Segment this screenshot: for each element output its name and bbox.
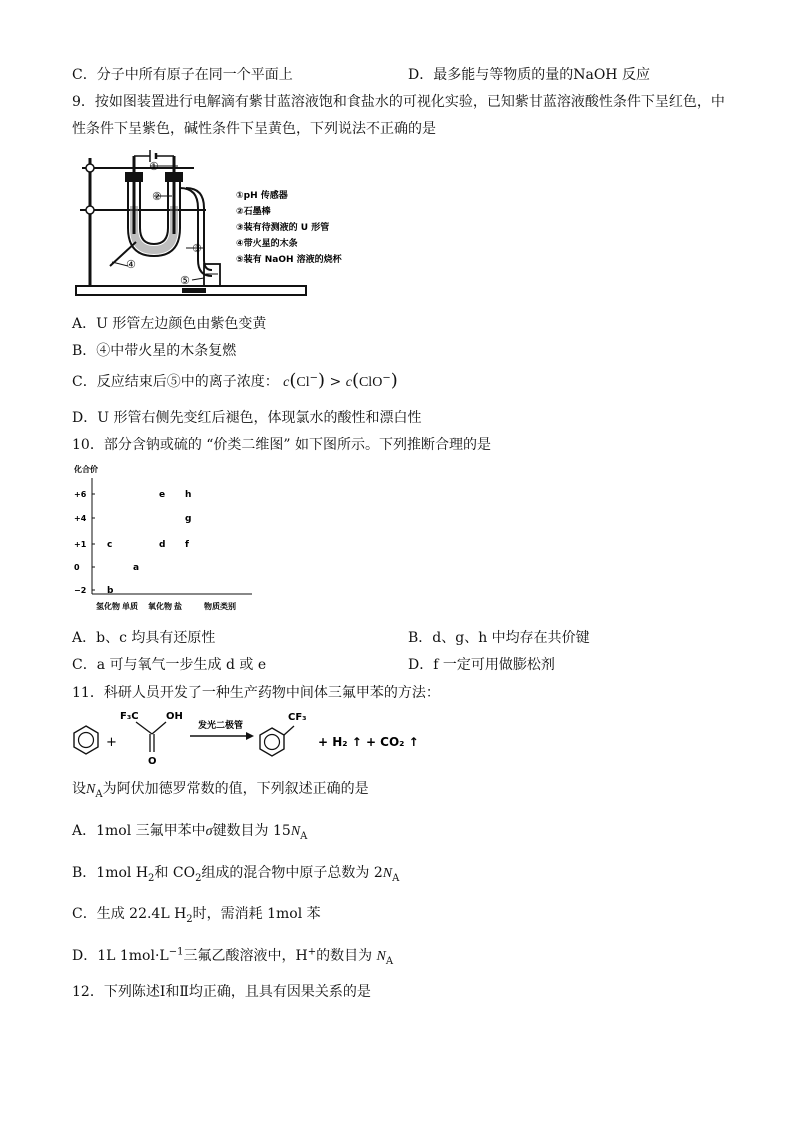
- legend-item-3: ③装有待测液的 U 形管: [236, 223, 330, 233]
- reaction-scheme: [72, 706, 419, 768]
- q9-stem-line1: 9．按如图装置进行电解滴有紫甘蓝溶液饱和食盐水的可视化实验，已知紫甘蓝溶液酸性条件下呈红色，中: [72, 94, 725, 110]
- chart-xlabel: 物质类别: [204, 602, 236, 611]
- valence-class-chart: [72, 462, 262, 614]
- electrolysis-apparatus-figure: [72, 148, 372, 300]
- q9-stem-line2: 性条件下呈紫色，碱性条件下呈黄色，下列说法不正确的是: [72, 121, 436, 137]
- y-tick-label: 0: [74, 563, 80, 572]
- x-tick-label: 单质: [122, 602, 138, 611]
- legend-item-4: ④带火星的木条: [236, 239, 298, 249]
- q10-option-a: A．b、c 均具有还原性: [72, 630, 216, 646]
- q11-stem: 11．科研人员开发了一种生产药物中间体三氟甲苯的方法：: [72, 685, 440, 701]
- q11-option-b: B．1mol $H_2$和 $CO_2$组成的混合物中原子总数为 $2N_A$: [72, 865, 400, 884]
- chart-point-e: e: [159, 490, 166, 500]
- q9-option-c: C．反应结束后⑤中的离子浓度： c(Cl−) > c(ClO−): [72, 370, 398, 391]
- x-tick-label: 盐: [174, 602, 182, 611]
- y-tick-label: +1: [74, 540, 87, 549]
- chart-ylabel: 化合价: [74, 465, 98, 474]
- svg-text:OH: OH: [166, 711, 183, 722]
- trifluoroacetic-acid-structure: [120, 711, 183, 767]
- chart-point-c: c: [107, 540, 113, 550]
- chart-point-g: g: [185, 514, 192, 524]
- svg-text:F₃C: F₃C: [120, 711, 139, 722]
- chart-point-f: f: [185, 540, 189, 550]
- q11-option-c: C．生成 22.4L $H_2$时，需消耗 1mol 苯: [72, 906, 321, 925]
- chart-point-b: b: [107, 586, 114, 596]
- byproducts: + H₂ ↑ + CO₂ ↑: [318, 735, 419, 749]
- q8-option-d: D．最多能与等物质的量的NaOH 反应: [408, 67, 650, 83]
- svg-text:O: O: [148, 756, 157, 767]
- q10-stem: 10．部分含钠或硫的 “价类二维图” 如下图所示。下列推断合理的是: [72, 437, 492, 453]
- chart-point-h: h: [185, 490, 192, 500]
- legend-item-1: ①pH 传感器: [236, 191, 288, 201]
- legend-item-5: ⑤装有 NaOH 溶液的烧杯: [236, 255, 342, 265]
- q11-option-d: D．1L $1mol\cdot L^{-1}$三氟乙酸溶液中，H+的数目为 $N_A$: [72, 946, 394, 967]
- q9-option-a: A．U 形管左边颜色由紫色变黄: [72, 316, 267, 332]
- arrow-condition: 发光二极管: [198, 721, 244, 731]
- benzene-structure: [74, 726, 98, 754]
- reaction-plus: +: [106, 735, 117, 750]
- marker-3: ③: [192, 242, 202, 255]
- q10-option-b: B．d、g、h 中均存在共价键: [408, 630, 590, 646]
- marker-1: ①: [149, 160, 159, 173]
- chart-point-d: d: [159, 540, 166, 550]
- chart-point-a: a: [133, 563, 140, 573]
- marker-4: ④: [126, 258, 136, 271]
- y-tick-label: −2: [74, 586, 87, 595]
- svg-text:CF₃: CF₃: [288, 712, 307, 723]
- q12-stem: 12．下列陈述Ⅰ和Ⅱ均正确，且具有因果关系的是: [72, 984, 371, 1000]
- q10-option-d: D．f 一定可用做膨松剂: [408, 657, 555, 673]
- q8-option-c: C．分子中所有原子在同一个平面上: [72, 67, 293, 83]
- legend-item-2: ②石墨棒: [236, 207, 271, 217]
- marker-5: ⑤: [180, 274, 190, 287]
- q11-option-a: A．1mol 三氟甲苯中σ键数目为 $15N_A$: [72, 823, 308, 842]
- marker-2: ②: [152, 190, 162, 203]
- x-tick-label: 氢化物: [96, 602, 120, 611]
- x-tick-label: 氧化物: [148, 602, 172, 611]
- y-tick-label: +6: [74, 490, 87, 499]
- y-tick-label: +4: [74, 514, 87, 523]
- q9-option-b: B．④中带火星的木条复燃: [72, 343, 237, 359]
- q10-option-c: C．a 可与氧气一步生成 d 或 e: [72, 657, 267, 673]
- trifluorotoluene-structure: [260, 712, 307, 756]
- q11-intro: 设$N_A$为阿伏加德罗常数的值，下列叙述正确的是: [72, 781, 369, 800]
- q9-option-d: D．U 形管右侧先变红后褪色，体现氯水的酸性和漂白性: [72, 410, 422, 426]
